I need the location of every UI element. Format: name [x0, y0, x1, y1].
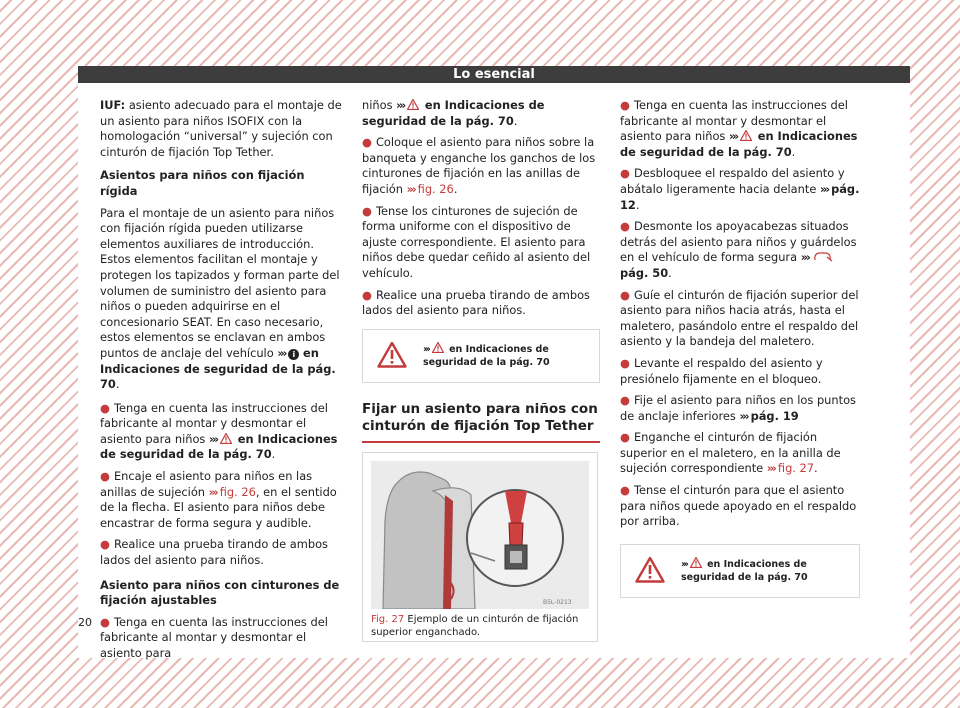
safety-ref-link[interactable]: en Indicaciones de seguridad de la pág. 70 [100, 431, 338, 462]
bullet-text: Desbloquee el respaldo del asiento y abátalo ligeramente hacia delante [620, 166, 845, 196]
ref-arrow: ››› [208, 484, 217, 499]
bullet-icon: ● [620, 98, 630, 112]
bullet-item [620, 288, 860, 350]
bullet-item [620, 356, 860, 387]
bullet-icon: ● [100, 537, 110, 552]
ref-arrow: ››› [766, 461, 775, 476]
warning-icon [635, 556, 665, 583]
section-title: Fijar un asiento para niños con cinturón de fijación Top Tether [362, 401, 600, 443]
page-number: 20 [78, 616, 92, 629]
bullet-text: Tenga en cuenta las instrucciones del fabricante al montar y desmontar el asiento para [100, 614, 328, 660]
bullet-icon: ● [620, 430, 630, 445]
figure-label: Fig. 27 [371, 614, 405, 625]
column-1 [100, 98, 342, 668]
warning-text [423, 342, 593, 369]
figure-code: B5L-0213 [543, 599, 572, 606]
bullet-icon: ● [362, 203, 372, 218]
bullet-item: ● Coloque el asiento para niños sobre la banqueta y enganche los ganchos de los cinturones de fijación en las anillas de fijación ››› fig. 26. [362, 135, 596, 196]
bullet-text: Coloque el asiento para niños sobre la banqueta y enganche los ganchos de los cinturones de fijación en las anillas de fijación [362, 135, 596, 196]
bullet-text: Levante el respaldo del asiento y presiónelo fijamente en el bloqueo. [620, 355, 823, 386]
safety-ref-link[interactable]: en Indicaciones de seguridad de la pág. 70 [620, 129, 858, 159]
bullet-text: Fije el asiento para niños en los puntos de anclaje inferiores [620, 393, 856, 423]
figure-image [371, 461, 589, 609]
manual-page [78, 66, 910, 658]
bullet-item [362, 288, 600, 319]
bullet-icon: ● [620, 483, 630, 498]
column-3 [620, 98, 860, 612]
bullet-item [362, 204, 600, 282]
bullet-item: ● Desmonte los apoyacabezas situados detrás del asiento para niños y guárdelos en el vehículo de forma segura ››› pág. 50. [620, 219, 857, 280]
ref-arrow: ››› [277, 345, 286, 360]
figure-ref-link[interactable]: fig. 26 [417, 181, 454, 196]
bullet-text: Tenga en cuenta las instrucciones del fabricante al montar y desmontar el asiento para niños [620, 98, 848, 144]
rigid-text: Para el montaje de un asiento para niños con fijación rígida pueden utilizarse elementos auxiliares de introducción. Estos elementos facilitan el montaje y protegen los tapizados y forman parte del volumen de suministro del asiento para niños o pueden adquirirse en el concesionario SEAT. En caso necesario, estos elementos se enclavan en ambos puntos de anclaje del vehículo [100, 205, 340, 360]
ref-arrow: ››› [396, 98, 405, 112]
warning-icon [407, 99, 419, 110]
bullet-icon: ● [362, 287, 372, 302]
warning-text [681, 557, 853, 584]
bullet-icon: ● [620, 219, 630, 234]
bullet-text: Enganche el cinturón de fijación superior en el maletero, en la anilla de sujeción correspondiente [620, 430, 841, 476]
bullet-text-end: , en el sentido de la flecha. El asiento para niños debe encastrar de forma segura y audible. [100, 484, 337, 530]
bullet-text: Tense los cinturones de sujeción de forma uniforme con el dispositivo de ajuste correspondiente. El asiento para niños debe quedar ceñido al asiento del vehículo. [362, 203, 591, 280]
iuf-text: asiento adecuado para el montaje de un asiento para niños ISOFIX con la homologación “universal” y sujeción con cinturón de fijación Top Tether. [100, 98, 342, 159]
ref-arrow: ››› [423, 343, 429, 355]
bullet-text: Encaje el asiento para niños en las anillas de sujeción [100, 469, 313, 499]
warning-icon [377, 341, 407, 368]
heading-rigid: Asientos para niños con fijación rígida [100, 168, 305, 198]
ref-arrow: ››› [819, 181, 829, 196]
bullet-item [100, 615, 342, 662]
bullet-item [100, 469, 342, 531]
safety-ref-link[interactable]: en Indicaciones de seguridad de la pág. 70 [100, 345, 336, 392]
warning-icon [690, 557, 702, 568]
figure-ref-link[interactable]: fig. 26 [219, 484, 256, 499]
bullet-text: Guíe el cinturón de fijación superior del asiento para niños hacia atrás, hasta el maletero, pasándolo entre el respaldo del asiento y la bandeja del maletero. [620, 287, 859, 349]
ref-arrow: ››› [800, 250, 809, 265]
warning-icon [740, 130, 752, 141]
bullet-item: ● Desbloquee el respaldo del asiento y abátalo ligeramente hacia delante ››› pág. 12. [620, 166, 860, 212]
safety-ref-link[interactable]: en Indicaciones de seguridad de la pág. 70 [362, 98, 545, 128]
bullet-text: Realice una prueba tirando de ambos lados del asiento para niños. [100, 537, 328, 568]
bullet-icon: ● [620, 287, 630, 302]
bullet-icon: ● [620, 393, 630, 408]
rigid-paragraph: Para el montaje de un asiento para niños con fijación rígida pueden utilizarse elementos auxiliares de introducción. Estos elementos facilitan el montaje y protegen los tapizados y forman parte del volumen de suministro del asiento para niños o pueden adquirirse en el concesionario SEAT. En caso necesario, estos elementos se enclavan en ambos puntos de anclaje del vehículo ››› i en Indicaciones de seguridad de la pág. 70. [100, 205, 340, 392]
bullet-icon: ● [362, 135, 372, 150]
iuf-paragraph [100, 98, 342, 160]
ref-arrow: ››› [729, 129, 738, 144]
figure-caption [371, 613, 591, 639]
warning-icon [432, 342, 444, 353]
bullet-item [100, 537, 342, 568]
heading-adjustable: Asiento para niños con cinturones de fijación ajustables [100, 577, 340, 608]
warning-box [620, 544, 860, 598]
warning-box [362, 329, 600, 383]
bullet-icon: ● [620, 166, 630, 181]
figure-ref-link[interactable]: fig. 27 [777, 461, 815, 476]
figure-caption-text: Ejemplo de un cinturón de fijación superior enganchado. [371, 614, 579, 638]
page-ref-link[interactable]: pág. 12 [620, 181, 860, 212]
headrest-icon [812, 251, 834, 262]
bullet-icon: ● [620, 355, 630, 370]
top-tether-illustration [371, 461, 589, 609]
figure-27 [362, 452, 598, 642]
bullet-icon: ● [100, 469, 110, 484]
info-icon: i [288, 349, 299, 360]
bullet-item [620, 483, 860, 530]
bullet-item: ● Enganche el cinturón de fijación superior en el maletero, en la anilla de sujeción correspondiente ››› fig. 27. [620, 430, 841, 476]
bullet-text: Realice una prueba tirando de ambos lados del asiento para niños. [362, 287, 590, 318]
page-ref-link[interactable]: pág. 50 [620, 265, 669, 280]
bullet-icon: ● [100, 614, 110, 629]
continued-paragraph: niños ››› en Indicaciones de seguridad de la pág. 70. [362, 98, 545, 128]
bullet-item: ● Tenga en cuenta las instrucciones del fabricante al montar y desmontar el asiento para niños ››› en Indicaciones de seguridad de la pág. 70. [620, 98, 858, 159]
bullet-text: Tenga en cuenta las instrucciones del fabricante al montar y desmontar el asiento para niños [100, 400, 328, 446]
bullet-item: ● Tenga en cuenta las instrucciones del fabricante al montar y desmontar el asiento para niños ››› en Indicaciones de seguridad de la pág. 70. [100, 400, 338, 462]
warning-icon [220, 433, 232, 444]
bullet-icon: ● [100, 400, 110, 415]
page-ref-link[interactable]: pág. 19 [750, 408, 799, 423]
bullet-text: Desmonte los apoyacabezas situados detrás del asiento para niños y guárdelos en el vehículo de forma segura [620, 219, 857, 265]
ref-arrow: ››› [739, 408, 748, 423]
safety-ref-link[interactable]: en Indicaciones de seguridad de la pág. 70 [423, 343, 550, 368]
bullet-text: Tense el cinturón para que el asiento para niños quede apoyado en el respaldo por arriba. [620, 483, 857, 529]
ref-arrow: ››› [681, 558, 687, 570]
ref-arrow: ››› [209, 431, 218, 446]
bullet-item [620, 393, 860, 424]
page-header: Lo esencial [78, 66, 910, 83]
bullet-text: niños [362, 98, 393, 112]
ref-arrow: ››› [406, 181, 415, 196]
column-2 [362, 98, 600, 638]
safety-ref-link[interactable]: en Indicaciones de seguridad de la pág. 70 [681, 558, 808, 583]
iuf-label: IUF: [100, 98, 126, 112]
